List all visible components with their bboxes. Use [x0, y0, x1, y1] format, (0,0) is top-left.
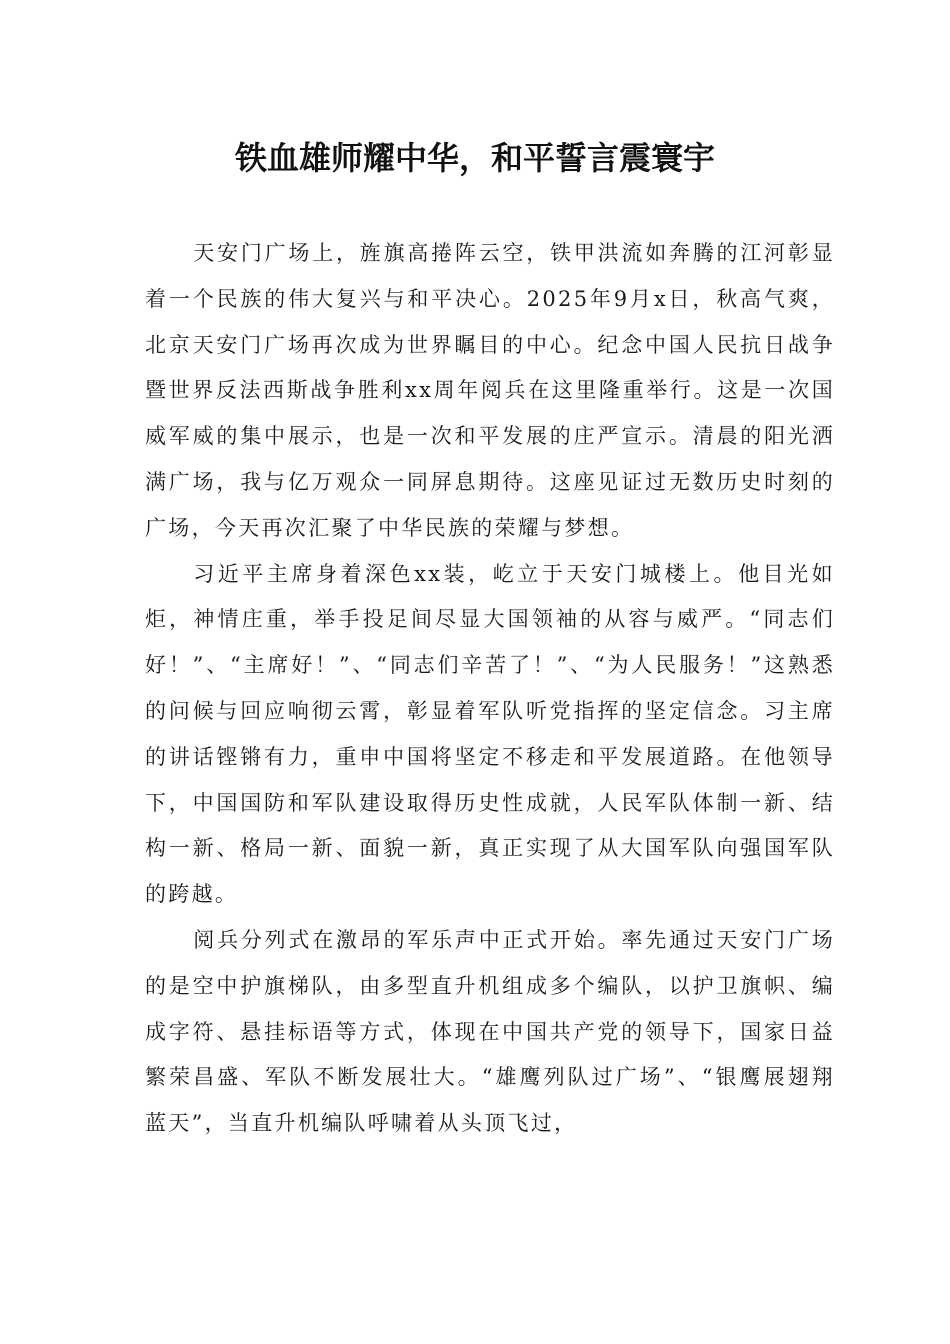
- paragraph-3: 阅兵分列式在激昂的军乐声中正式开始。率先通过天安门广场的是空中护旗梯队，由多型直升机组成多个编队，以护卫旗帜、编成字符、悬挂标语等方式，体现在中国共产党的领导下，国家日益繁荣昌盛、军队不断发展壮大。“雄鹰列队过广场”、“银鹰展翅翔蓝天”，当直升机编队呼啸着从头顶飞过，: [145, 927, 835, 1136]
- document-body: [145, 231, 835, 1147]
- paragraph-1: 天安门广场上，旌旗高捲阵云空，铁甲洪流如奔腾的江河彰显着一个民族的伟大复兴与和平决心。2025年9月x日，秋高气爽，北京天安门广场再次成为世界瞩目的中心。纪念中国人民抗日战争暨世界反法西斯战争胜利xx周年阅兵在这里隆重举行。这是一次国威军威的集中展示，也是一次和平发展的庄严宣示。清晨的阳光洒满广场，我与亿万观众一同屏息期待。这座见证过无数历史时刻的广场，今天再次汇聚了中华民族的荣耀与梦想。: [145, 241, 835, 540]
- document-title: 铁血雄师耀中华，和平誓言震寰宇: [234, 139, 715, 177]
- paragraph-2: 习近平主席身着深色xx装，屹立于天安门城楼上。他目光如炬，神情庄重，举手投足间尽显大国领袖的从容与威严。“同志们好！”、“主席好！”、“同志们辛苦了！”、“为人民服务！”这熟悉的问候与回应响彻云霄，彰显着军队听党指挥的坚定信念。习主席的讲话铿锵有力，重申中国将坚定不移走和平发展道路。在他领导下，中国国防和军队建设取得历史性成就，人民军队体制一新、结构一新、格局一新、面貌一新，真正实现了从大国军队向强国军队的跨越。: [145, 561, 835, 907]
